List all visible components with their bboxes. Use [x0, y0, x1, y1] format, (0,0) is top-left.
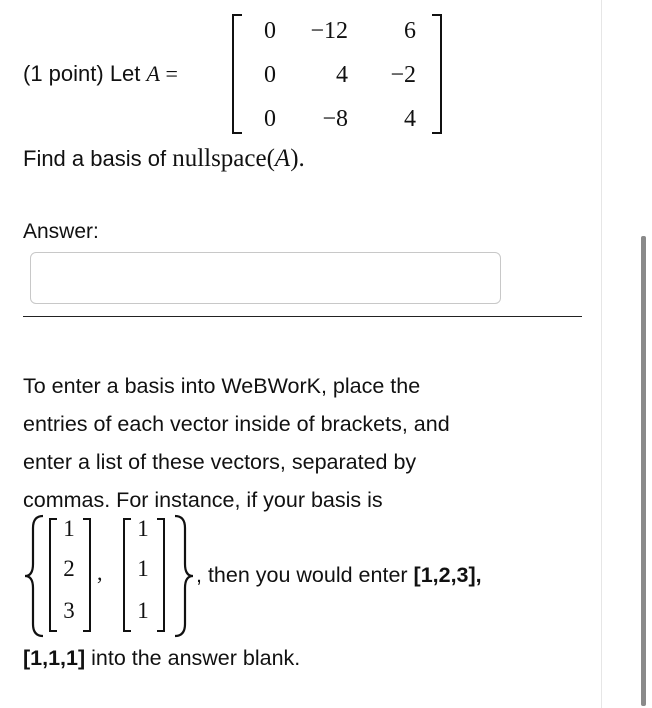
matrix-variable: A	[146, 61, 160, 86]
vector-entry: 1	[137, 598, 149, 623]
vector-entry: 2	[63, 556, 75, 581]
matrix-cell: 4	[404, 106, 416, 132]
matrix-cell: −8	[322, 106, 348, 132]
matrix-cell: 0	[264, 18, 276, 44]
instruction-line: entries of each vector inside of brackets, and	[23, 412, 450, 436]
answer-label: Answer:	[23, 220, 99, 243]
matrix-right-bracket	[432, 14, 442, 134]
vector-left-bracket	[123, 518, 131, 632]
instruction-line: commas. For instance, if your basis is	[23, 488, 383, 512]
last-plain: into the answer blank.	[85, 646, 301, 670]
last-line	[23, 646, 300, 671]
nullspace-close: ).	[290, 145, 305, 172]
matrix-cell: −2	[390, 62, 416, 88]
equals-sign: =	[159, 61, 178, 86]
example-basis	[23, 512, 223, 640]
nullspace-variable: A	[274, 145, 291, 172]
instruction-line: To enter a basis into WeBWorK, place the	[23, 374, 421, 398]
answer-input[interactable]	[30, 252, 501, 304]
matrix-cell: 4	[336, 62, 348, 88]
nullspace-text: nullspace(	[172, 145, 275, 172]
find-basis-prompt	[23, 145, 305, 173]
vector-left-bracket	[49, 518, 57, 632]
then-plain: , then you would enter	[196, 563, 414, 587]
matrix-cell: 6	[404, 18, 416, 44]
vector-entry: 3	[63, 598, 75, 623]
vector-separator: ,	[97, 560, 103, 585]
matrix-cell: −12	[310, 18, 348, 44]
matrix-a	[232, 10, 442, 136]
divider	[23, 316, 582, 317]
vector-entry: 1	[63, 516, 75, 541]
vector-right-bracket	[157, 518, 165, 632]
last-bold: [1,1,1]	[23, 646, 86, 670]
problem-intro	[23, 61, 178, 87]
problem-prefix: (1 point) Let	[23, 61, 147, 86]
vector-entry: 1	[137, 516, 149, 541]
then-text	[196, 563, 482, 588]
find-prefix: Find a basis of	[23, 146, 173, 171]
left-brace-icon	[23, 514, 45, 638]
instruction-line: enter a list of these vectors, separated by	[23, 450, 417, 474]
matrix-cell: 0	[264, 106, 276, 132]
matrix-cell: 0	[264, 62, 276, 88]
then-bold: [1,2,3],	[413, 563, 482, 587]
vector-entry: 1	[137, 556, 149, 581]
vector-right-bracket	[83, 518, 91, 632]
right-brace-icon	[173, 514, 195, 638]
scrollbar[interactable]	[641, 236, 646, 706]
